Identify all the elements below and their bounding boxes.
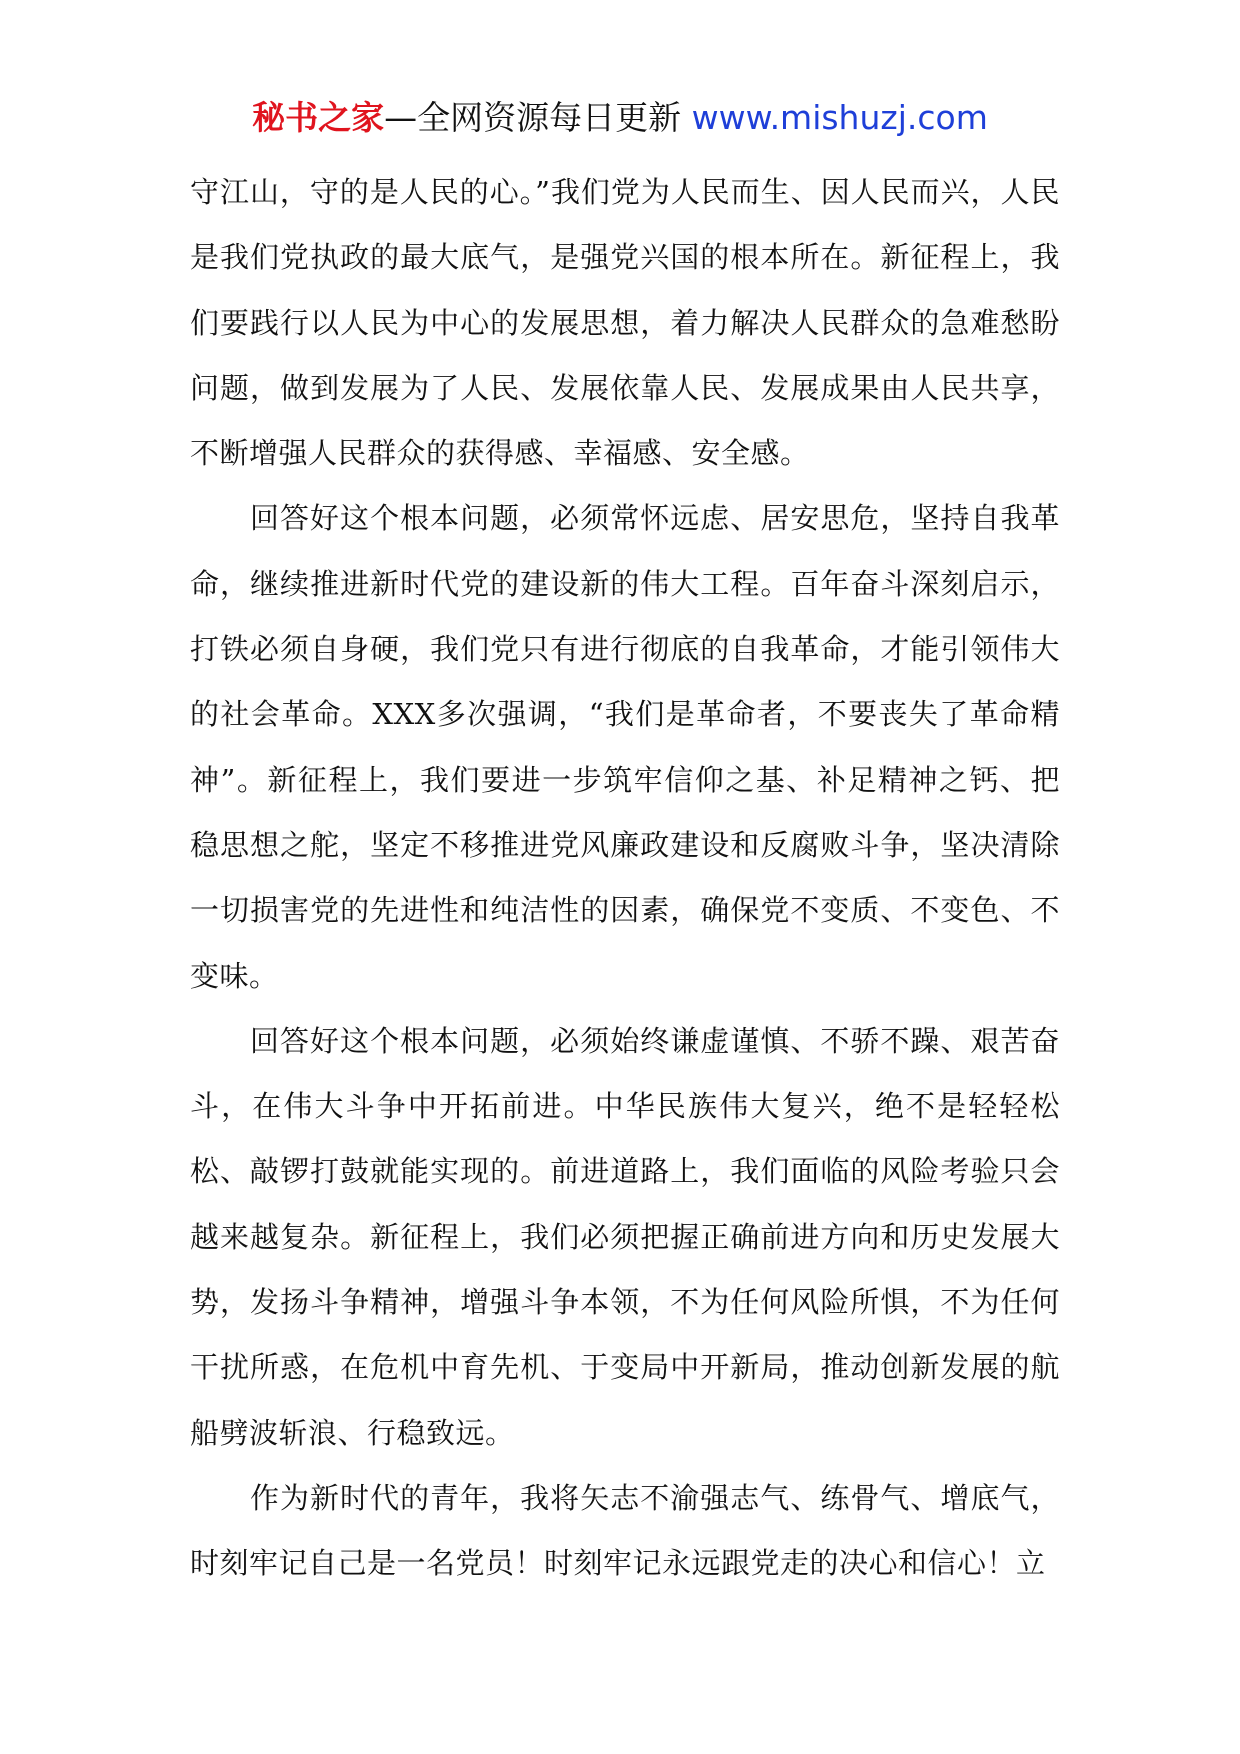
site-tagline: —全网资源每日更新 [384,98,682,137]
site-url-link[interactable]: www.mishuzj.com [691,98,988,137]
site-brand: 秘书之家 [252,98,385,137]
site-header [0,96,1240,140]
paragraph-struggle: 回答好这个根本问题，必须始终谦虚谨慎、不骄不躁、艰苦奋斗，在伟大斗争中开拓前进。中华民族伟大复兴，绝不是轻轻松松、敲锣打鼓就能实现的。前进道路上，我们面临的风险考验只会越来越复杂。新征程上，我们必须把握正确前进方向和历史发展大势，发扬斗争精神，增强斗争本领，不为任何风险所惧，不为任何干扰所惑，在危机中育先机、于变局中开新局，推动创新发展的航船劈波斩浪、行稳致远。 [190,1023,1060,1450]
paragraph-self-revolution: 回答好这个根本问题，必须常怀远虑、居安思危，坚持自我革命，继续推进新时代党的建设新的伟大工程。百年奋斗深刻启示，打铁必须自身硬，我们党只有进行彻底的自我革命，才能引领伟大的社会革命。XXX多次强调，“我们是革命者，不要丧失了革命精神”。新征程上，我们要进一步筑牢信仰之基、补足精神之钙、把稳思想之舵，坚定不移推进党风廉政建设和反腐败斗争，坚决清除一切损害党的先进性和纯洁性的因素，确保党不变质、不变色、不变味。 [190,501,1060,993]
paragraph-youth-pledge: 作为新时代的青年，我将矢志不渝强志气、练骨气、增底气，时刻牢记自己是一名党员！时刻牢记永远跟党走的决心和信心！立 [190,1480,1060,1581]
document-body [190,160,1060,1597]
paragraph-continuation: 守江山，守的是人民的心。”我们党为人民而生、因人民而兴，人民是我们党执政的最大底气，是强党兴国的根本所在。新征程上，我们要践行以人民为中心的发展思想，着力解决人民群众的急难愁盼问题，做到发展为了人民、发展依靠人民、发展成果由人民共享，不断增强人民群众的获得感、幸福感、安全感。 [190,175,1060,471]
